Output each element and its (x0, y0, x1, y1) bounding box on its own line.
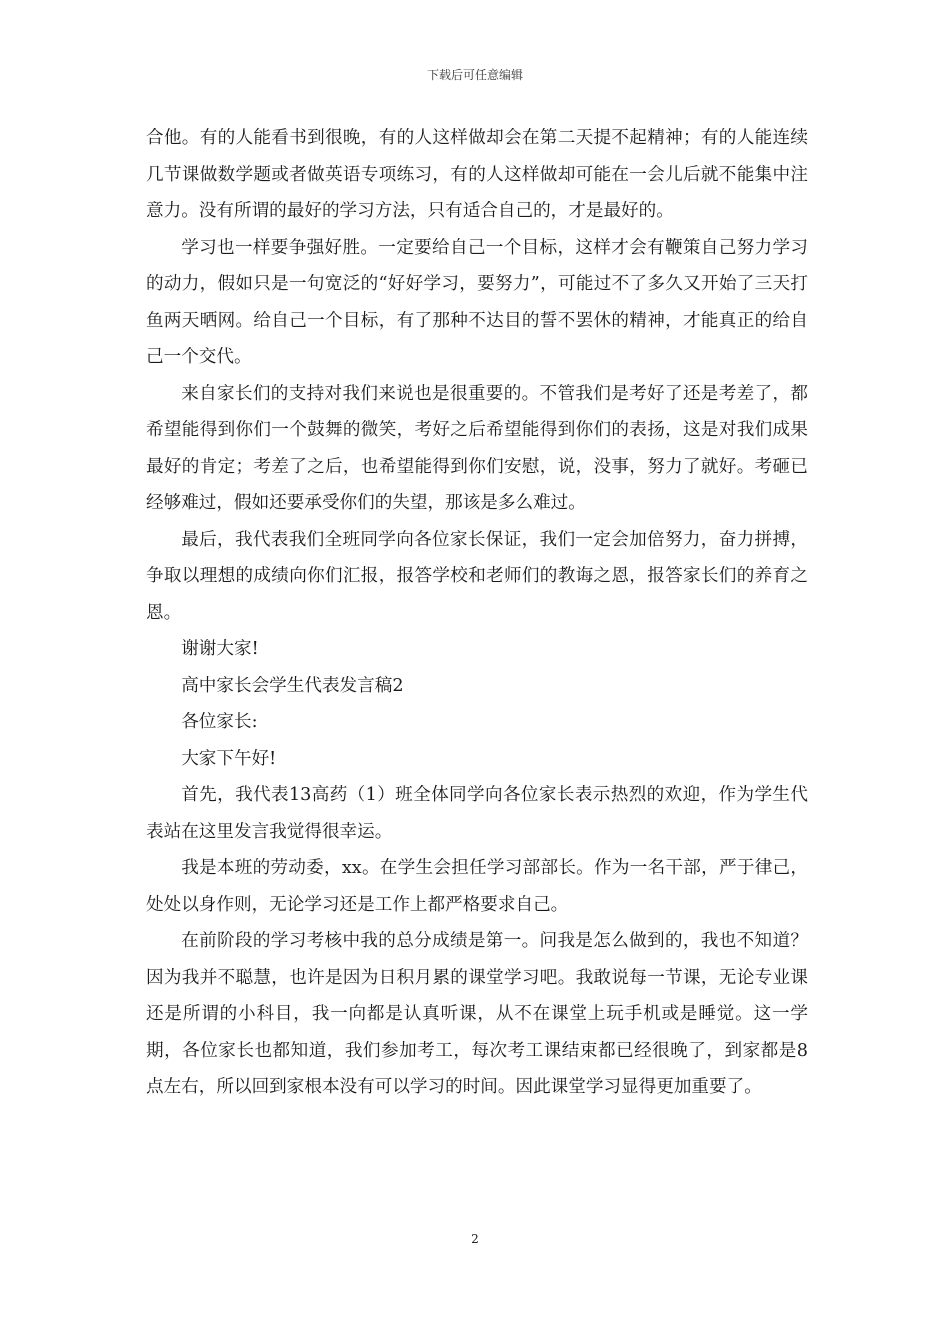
closing-line: 谢谢大家! (181, 639, 259, 659)
page-number: 2 (471, 1232, 479, 1246)
document-body (146, 120, 808, 1106)
paragraph-continuation: 合他。有的人能看书到很晚，有的人这样做却会在第二天提不起精神；有的人能连续几节课做数学题或者做英语专项练习，有的人这样做却可能在一会儿后就不能集中注意力。没有所谓的最好的学习方法，只有适合自己的，才是最好的。 (146, 128, 808, 221)
salutation: 各位家长: (181, 712, 258, 732)
paragraph: 来自家长们的支持对我们来说也是很重要的。不管我们是考好了还是考差了，都希望能得到你们一个鼓舞的微笑，考好之后希望能得到你们的表扬，这是对我们成果最好的肯定；考差了之后，也希望能得到你们安慰，说，没事，努力了就好。考砸已经够难过，假如还要承受你们的失望，那该是多么难过。 (146, 383, 808, 513)
page-header: 下载后可任意编辑 (426, 68, 523, 82)
paragraph: 我是本班的劳动委，xx。在学生会担任学习部部长。作为一名干部，严于律己，处处以身作则，无论学习还是工作上都严格要求自己。 (146, 858, 808, 915)
section-title: 高中家长会学生代表发言稿2 (181, 675, 404, 696)
paragraph: 学习也一样要争强好胜。一定要给自己一个目标，这样才会有鞭策自己努力学习的动力，假如只是一句宽泛的“好好学习，要努力”，可能过不了多久又开始了三天打鱼两天晒网。给自己一个目标，有了那种不达目的誓不罢休的精神，才能真正的给自己一个交代。 (146, 237, 808, 367)
paragraph: 在前阶段的学习考核中我的总分成绩是第一。问我是怎么做到的，我也不知道？因为我并不聪慧，也许是因为日积月累的课堂学习吧。我敢说每一节课，无论专业课还是所谓的小科目，我一向都是认真听课，从不在课堂上玩手机或是睡觉。这一学期，各位家长也都知道，我们参加考工，每次考工课结束都已经很晚了，到家都是8点左右，所以回到家根本没有可以学习的时间。因此课堂学习显得更加重要了。 (146, 931, 808, 1097)
paragraph: 首先，我代表13高药（1）班全体同学向各位家长表示热烈的欢迎，作为学生代表站在这里发言我觉得很幸运。 (146, 785, 808, 842)
paragraph: 最后，我代表我们全班同学向各位家长保证，我们一定会加倍努力，奋力拼搏，争取以理想的成绩向你们汇报，报答学校和老师们的教诲之恩，报答家长们的养育之恩。 (146, 529, 808, 623)
greeting: 大家下午好! (181, 748, 277, 769)
